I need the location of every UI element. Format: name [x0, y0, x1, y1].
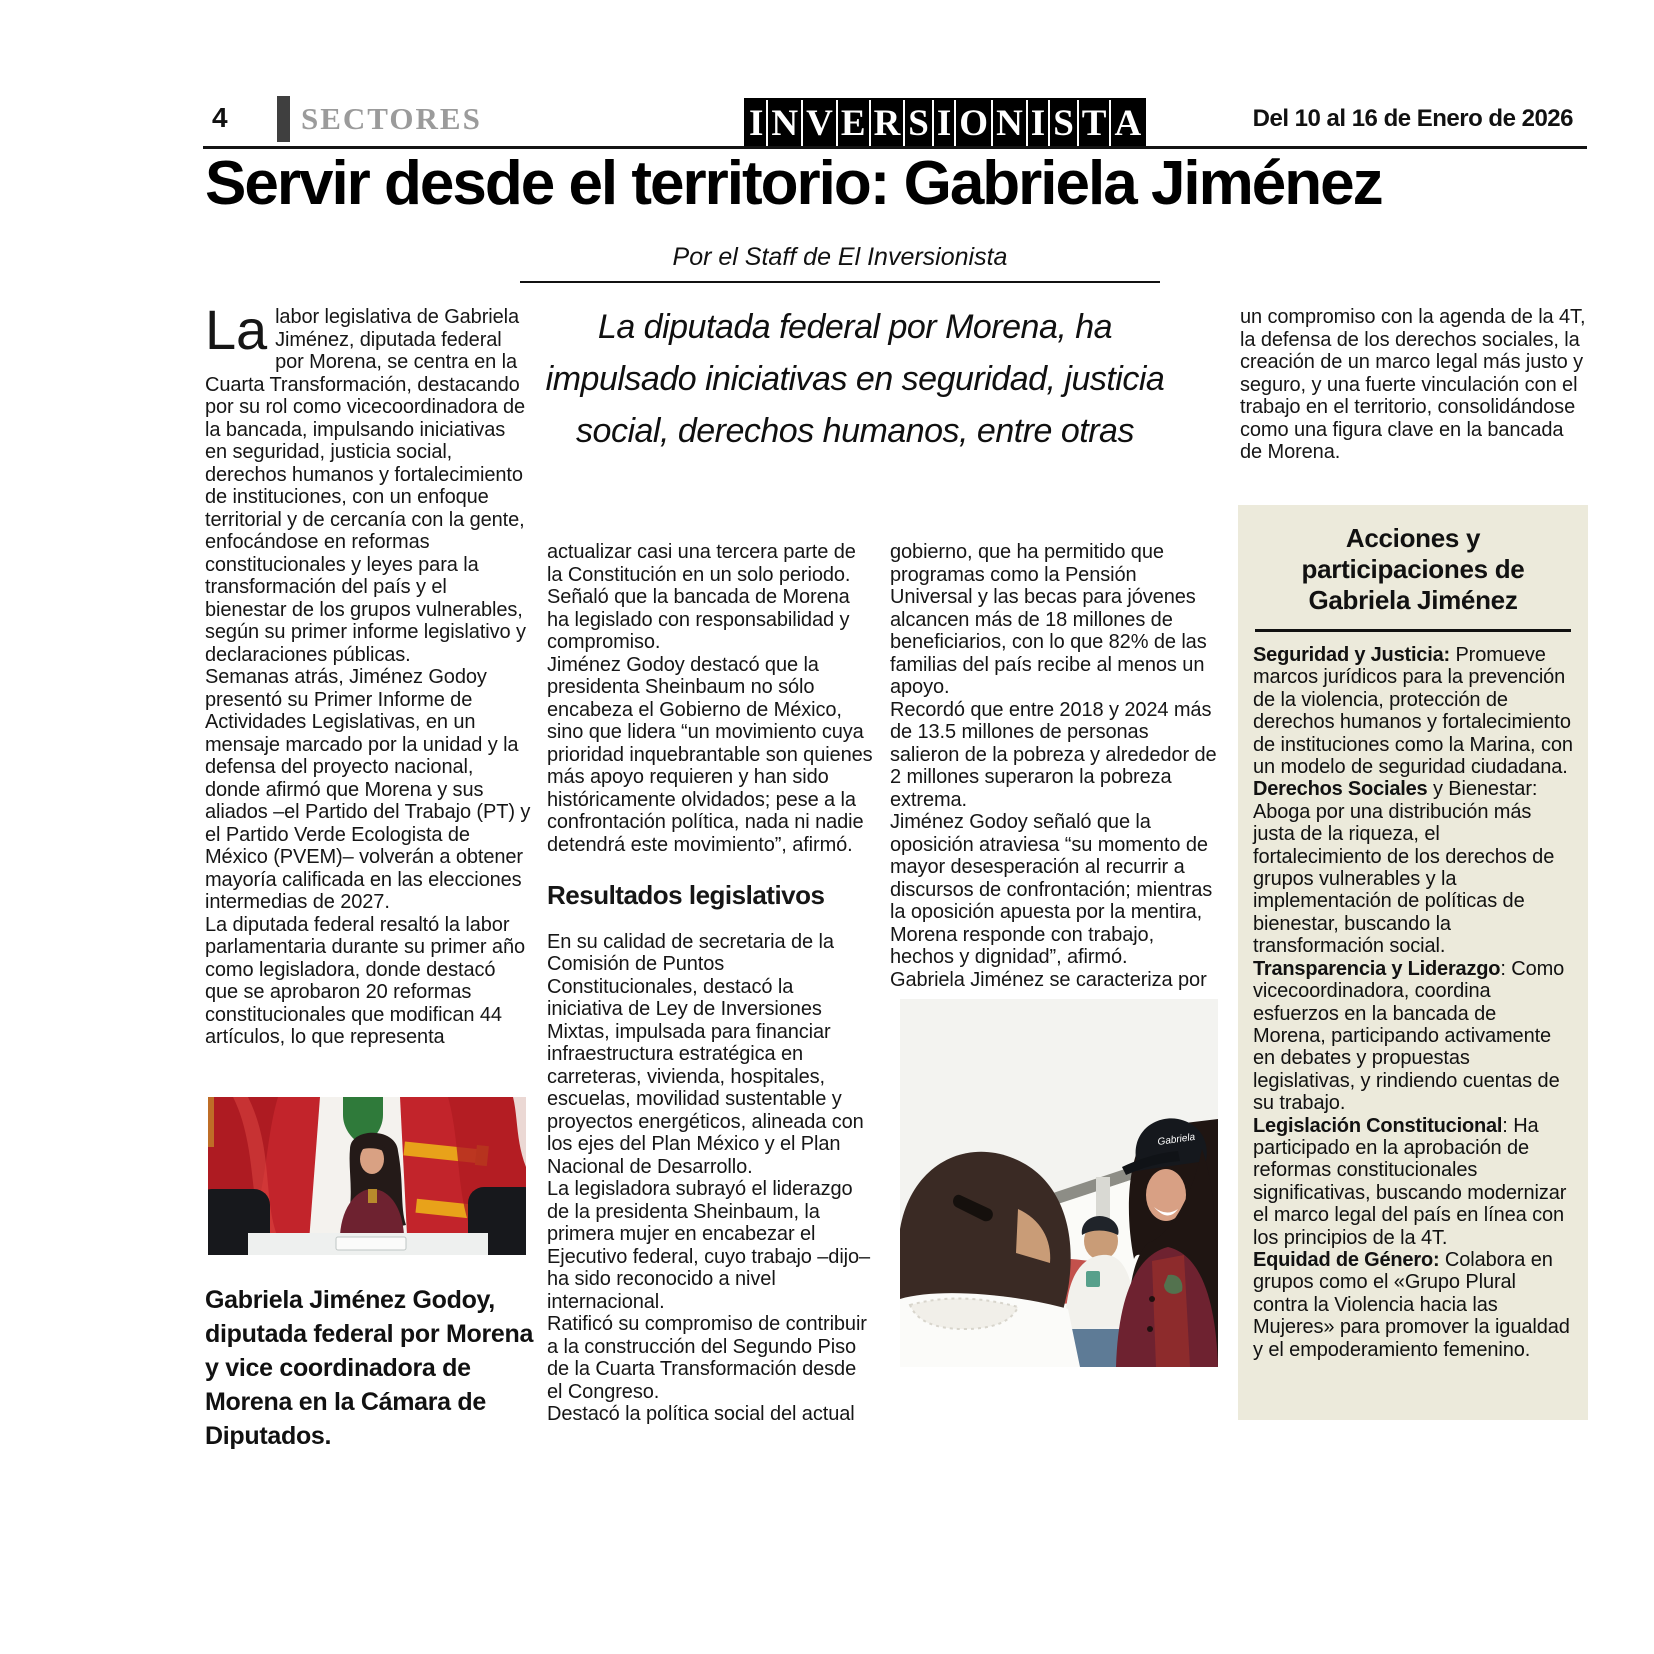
- photo-caption: Gabriela Jiménez Godoy, diputada federal por Morena y vice coordinadora de Morena en la Cámara de Diputados.: [205, 1286, 534, 1450]
- photo-chamber-flags: [208, 1097, 526, 1255]
- paragraph: Ratificó su compromiso de contribuir a la construcción del Segundo Piso de la Cuarta Transformación desde el Congreso.: [547, 1313, 867, 1403]
- item-text: : Ha participado en la aprobación de reformas constitucionales significativas, buscando modernizar el marco legal del país en línea con los principios de la 4T.: [1253, 1114, 1567, 1249]
- paragraph: Jiménez Godoy destacó que la presidenta Sheinbaum no sólo encabeza el Gobierno de México, sino que lidera “un movimiento cuya prioridad inquebrantable son quienes más apoyo requieren y han sido históricamente olvidados; pese a la confrontación política, nada ni nadie detendrá este movimiento”, afirmó.: [547, 653, 873, 856]
- item-text: : Como vicecoordinadora, coordina esfuerzos en la bancada de Morena, participando activamente en debates y propuestas legislativas, y rindiendo cuentas de su trabajo.: [1253, 957, 1565, 1115]
- paragraph-text: labor legislativa de Gabriela Jiménez, diputada federal por Morena, se centra en la Cuarta Transformación, destacando por su rol como vicecoordinadora de la bancada, impulsando iniciativas en seguridad, justicia social, derechos humanos y fortalecimiento de instituciones, con un enfoque territorial y de cercanía con la gente, enfocándose en reformas constitucionales y leyes para la transformación del país y el bienestar de los grupos vulnerables, según su primer informe legislativo y declaraciones públicas.: [205, 306, 526, 666]
- photo-chamber-flags-illustration: [208, 1097, 526, 1255]
- desk-placard: [336, 1237, 406, 1250]
- paragraph: actualizar casi una tercera parte de la Constitución en un solo periodo. Señaló que la bancada de Morena ha legislado con responsabilidad y compromiso.: [547, 541, 856, 653]
- sidebar-box-title: Acciones y participaciones de Gabriela Jiménez: [1301, 523, 1525, 615]
- byline-rule: [520, 281, 1160, 283]
- item-lead: Seguridad y Justicia:: [1253, 644, 1450, 666]
- sidebar-item-seguridad: [1253, 644, 1573, 778]
- sidebar-item-derechos: [1253, 778, 1573, 957]
- drop-cap: La: [205, 298, 268, 361]
- item-lead: Derechos Sociales: [1253, 778, 1428, 801]
- column-2: [547, 541, 873, 1426]
- column-4: [1240, 306, 1588, 464]
- sidebar-item-legislacion: [1253, 1115, 1573, 1249]
- paragraph: [205, 298, 531, 666]
- paragraph: Semanas atrás, Jiménez Godoy presentó su Primer Informe de Actividades Legislativas, en un mensaje marcado por la unidad y la defensa del proyecto nacional, donde afirmó que Morena y sus aliados –el Partido del Trabajo (PT) y el Partido Verde Ecologista de México (PVEM)– volverán a obtener mayoría calificada en las elecciones intermedias de 2027.: [205, 666, 531, 913]
- pull-quote: La diputada federal por Morena, ha impulsado iniciativas en seguridad, justicia social, derechos humanos, entre otras: [545, 308, 1165, 450]
- subheading-resultados-legislativos: Resultados legislativos: [547, 880, 825, 910]
- photo-territory-illustration: [900, 999, 1218, 1367]
- hat-text: Gabriela: [1156, 1131, 1196, 1148]
- column-1: [205, 298, 531, 1049]
- paragraph: Destacó la política social del actual: [547, 1403, 855, 1425]
- sidebar-item-equidad: [1253, 1249, 1573, 1361]
- item-lead: Legislación Constitucional: [1253, 1114, 1503, 1137]
- sidebar-box-rule: [1255, 629, 1571, 632]
- section-title: SECTORES: [301, 101, 482, 136]
- paragraph: Recordó que entre 2018 y 2024 más de 13.5 millones de personas salieron de la pobreza y alrededor de 2 millones superaron la pobreza extrema.: [890, 698, 1217, 811]
- sidebar-actions-box: [1238, 505, 1588, 1420]
- column-3: [890, 541, 1220, 991]
- newspaper-masthead: I N V E R S I O N I S T A: [744, 98, 1146, 148]
- paragraph: En su calidad de secretaria de la Comisión de Puntos Constitucionales, destacó la iniciativa de Ley de Inversiones Mixtas, impulsada para financiar infraestructura estratégica en carreteras, vivienda, hospitales, escuelas, movilidad sustentable y proyectos energéticos, alineada con los ejes del Plan México y el Plan Nacional de Desarrollo.: [547, 930, 864, 1178]
- photo-territory-meeting: [900, 999, 1218, 1367]
- item-text: Colabora en grupos como el «Grupo Plural contra la Violencia hacia las Mujeres» para promover la igualdad y el empoderamiento femenino.: [1253, 1248, 1570, 1361]
- paragraph: La diputada federal resaltó la labor parlamentaria durante su primer año como legisladora, donde destacó que se aprobaron 20 reformas constitucionales que modifican 44 artículos, lo que representa: [205, 913, 526, 1048]
- item-text: Promueve marcos jurídicos para la prevención de la violencia, protección de derechos humanos y fortalecimiento de instituciones como la Marina, con un modelo de seguridad ciudadana.: [1253, 644, 1573, 779]
- paragraph: Jiménez Godoy señaló que la oposición atraviesa “su momento de mayor desesperación al recurrir a discursos de confrontación; mientras la oposición apuesta por la mentira, Morena responde con trabajo, hechos y dignidad”, afirmó.: [890, 811, 1213, 968]
- sidebar-item-transparencia: [1253, 958, 1573, 1115]
- article-headline: Servir desde el territorio: Gabriela Jiménez: [205, 149, 1382, 218]
- paragraph: La legisladora subrayó el liderazgo de la presidenta Sheinbaum, la primera mujer en encabezar el Ejecutivo federal, cuyo trabajo –dijo– ha sido reconocido a nivel internacional.: [547, 1178, 871, 1313]
- item-lead: Equidad de Género:: [1253, 1248, 1440, 1271]
- page-number: 4: [212, 102, 228, 133]
- section-divider-bar: [277, 96, 290, 142]
- paragraph: gobierno, que ha permitido que programas como la Pensión Universal y las becas para jóvenes alcancen más de 18 millones de beneficiarios, con lo que 82% de las familias del país recibe al menos un apoyo.: [890, 541, 1207, 698]
- item-text: y Bienestar: Aboga por una distribución más justa de la riqueza, el fortalecimiento de los derechos de grupos vulnerables y la implementación de políticas de bienestar, buscando la transformación social.: [1253, 778, 1555, 958]
- edition-date: Del 10 al 16 de Enero de 2026: [1252, 105, 1573, 132]
- item-lead: Transparencia y Liderazgo: [1253, 957, 1501, 980]
- paragraph: un compromiso con la agenda de la 4T, la defensa de los derechos sociales, la creación de un marco legal más justo y seguro, y una fuerte vinculación con el trabajo en el territorio, consolidándose como una figura clave en la bancada de Morena.: [1240, 306, 1586, 463]
- byline: Por el Staff de El Inversionista: [672, 243, 1008, 271]
- paragraph: Gabriela Jiménez se caracteriza por: [890, 968, 1207, 991]
